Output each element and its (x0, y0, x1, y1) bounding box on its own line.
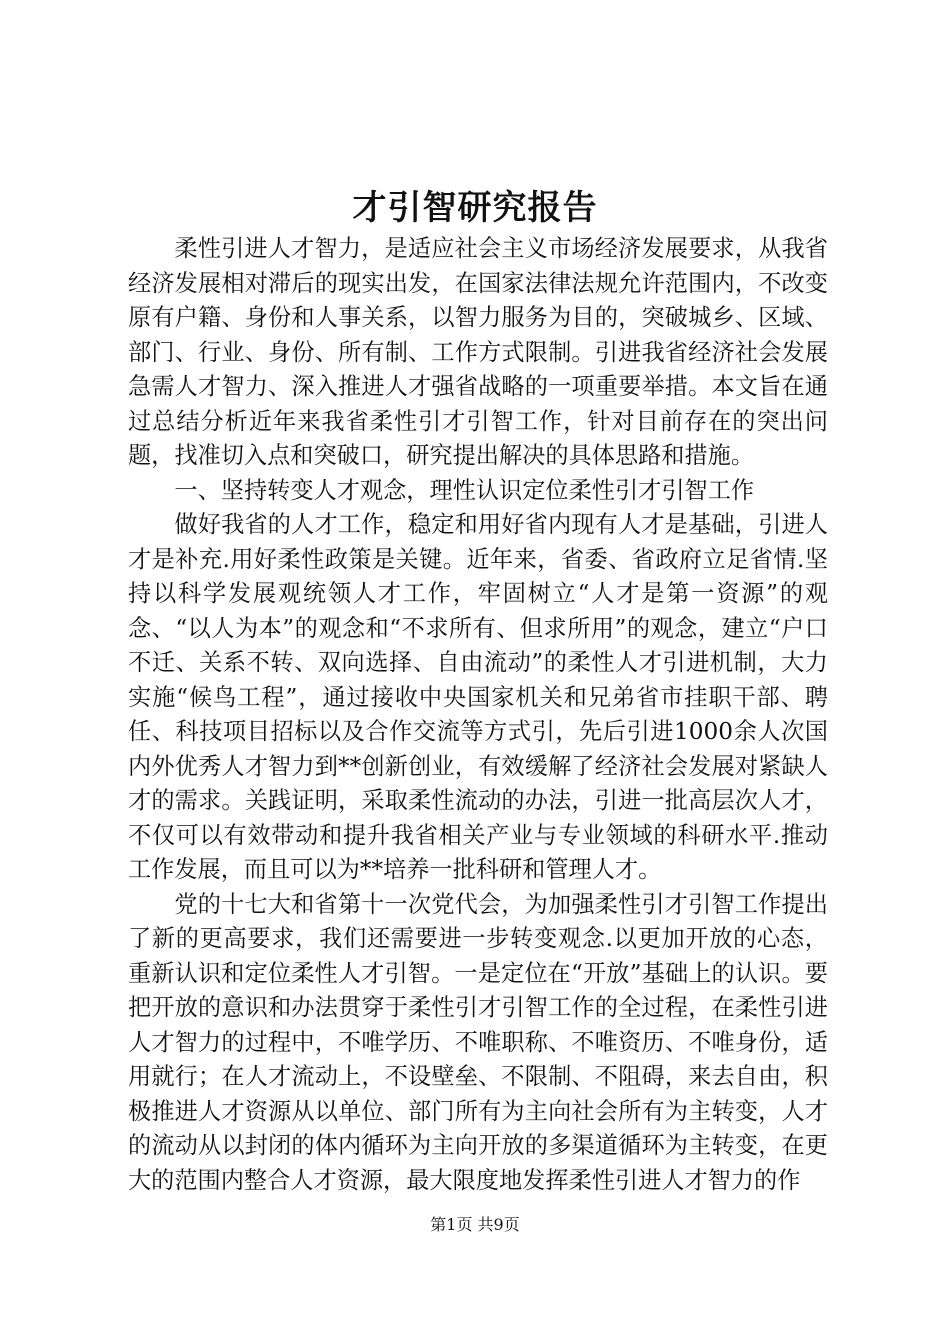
paragraph-talent-work: 做好我省的人才工作，稳定和用好省内现有人才是基础，引进人才是补充.用好柔性政策是关键。近年来，省委、省政府立足省情.坚持以科学发展观统领人才工作，牢固树立“人才是第一资源”的观念、“以人为本”的观念和“不求所有、但求所用”的观念，建立“户口不迁、关系不转、双向选择、自由流动”的柔性人才引进机制，大力实施“候鸟工程”，通过接收中央国家机关和兄弟省市挂职干部、聘任、科技项目招标以及合作交流等方式引，先后引进1000余人次国内外优秀人才智力到**创新创业，有效缓解了经济社会发展对紧缺人才的需求。关践证明，采取柔性流动的办法，引进一批高层次人才，不仅可以有效带动和提升我省相关产业与专业领域的科研水平.推动工作发展，而且可以为**培养一批科研和管理人才。 (128, 511, 828, 883)
document-title: 才引智研究报告 (352, 188, 598, 228)
paragraph-intro: 柔性引进人才智力，是适应社会主义市场经济发展要求，从我省经济发展相对滞后的现实出发，在国家法律法规允许范围内，不改变原有户籍、身份和人事关系，以智力服务为目的，突破城乡、区域、部门、行业、身份、所有制、工作方式限制。引进我省经济社会发展急需人才智力、深入推进人才强省战略的一项重要举措。本文旨在通过总结分析近年来我省柔性引才引智工作，针对目前存在的突出问题，找准切入点和突破口，研究提出解决的具体思路和措施。 (128, 235, 828, 469)
document-body (128, 232, 828, 1198)
page-number-footer: 第1页 共9页 (430, 1215, 520, 1234)
section-heading: 一、坚持转变人才观念，理性认识定位柔性引才引智工作 (174, 476, 755, 504)
paragraph-party-congress: 党的十七大和省第十一次党代会，为加强柔性引才引智工作提出了新的更高要求，我们还需要进一步转变观念.以更加开放的心态，重新认识和定位柔性人才引智。一是定位在“开放”基础上的认识。要把开放的意识和办法贯穿于柔性引才引智工作的全过程，在柔性引进人才智力的过程中，不唯学历、不唯职称、不唯资历、不唯身份，适用就行；在人才流动上，不设壁垒、不限制、不阻碍，来去自由，积极推进人才资源从以单位、部门所有为主向社会所有为主转变，人才的流动从以封闭的体内循环为主向开放的多渠道循环为主转变，在更大的范围内整合人才资源，最大限度地发挥柔性引进人才智力的作 (128, 890, 828, 1194)
